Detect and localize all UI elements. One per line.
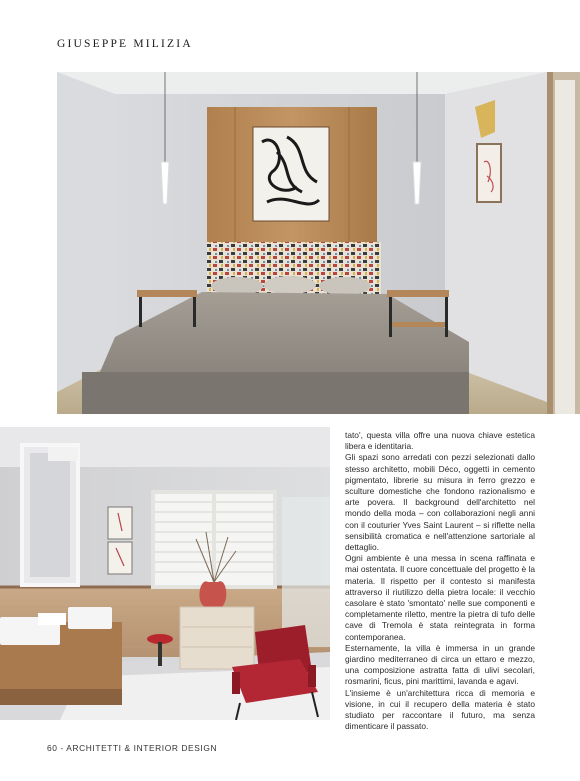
author-header: GIUSEPPE MILIZIA <box>57 38 193 50</box>
article-paragraph: Gli spazi sono arredati con pezzi selezionati dallo stesso architetto, mobili Déco, oggetti in cemento pigmentato, librerie su misura in ferro grezzo e sculture domestiche che fondono razionalismo e arte povera. Il background dell'architetto nel mondo della moda – con collaborazioni negli anni con il couturier Yves Saint Laurent – si riflette nella sensibilità cromatica e nell'attenzione sartoriale al dettaglio. <box>345 452 535 553</box>
article-paragraph: L'insieme è un'architettura ricca di memoria e visione, in cui il recupero della materia è stato studiato per raccontare il futuro, ma senza dimenticare il passato. <box>345 687 535 732</box>
article-paragraph: Ogni ambiente è una messa in scena raffinata e mai ostentata. Il cuore concettuale del progetto è la materia. Il rispetto per il contesto si manifesta attraverso il riutilizzo della pietra locale: il vecchio casolare è stato 'smontato' nelle sue componenti e completamente riletto, mentre la pietra di tufo delle cave di Tremola è stata reintegrata in forma contemporanea. <box>345 553 535 642</box>
article-paragraph: Esternamente, la villa è immersa in un grande giardino mediterraneo di circa un ettaro e mezzo, una composizione astratta fatta di ulivi secolari, rosmarini, ficus, pini marittimi, lavanda e agavi. <box>345 642 535 687</box>
bathroom-photo <box>0 427 330 720</box>
bedroom-photo <box>57 72 580 414</box>
article-text <box>345 430 535 732</box>
article-paragraph: tato', questa villa offre una nuova chiave estetica libera e identitaria. <box>345 430 535 452</box>
page-folio: 60 - ARCHITETTI & INTERIOR DESIGN <box>47 743 218 753</box>
